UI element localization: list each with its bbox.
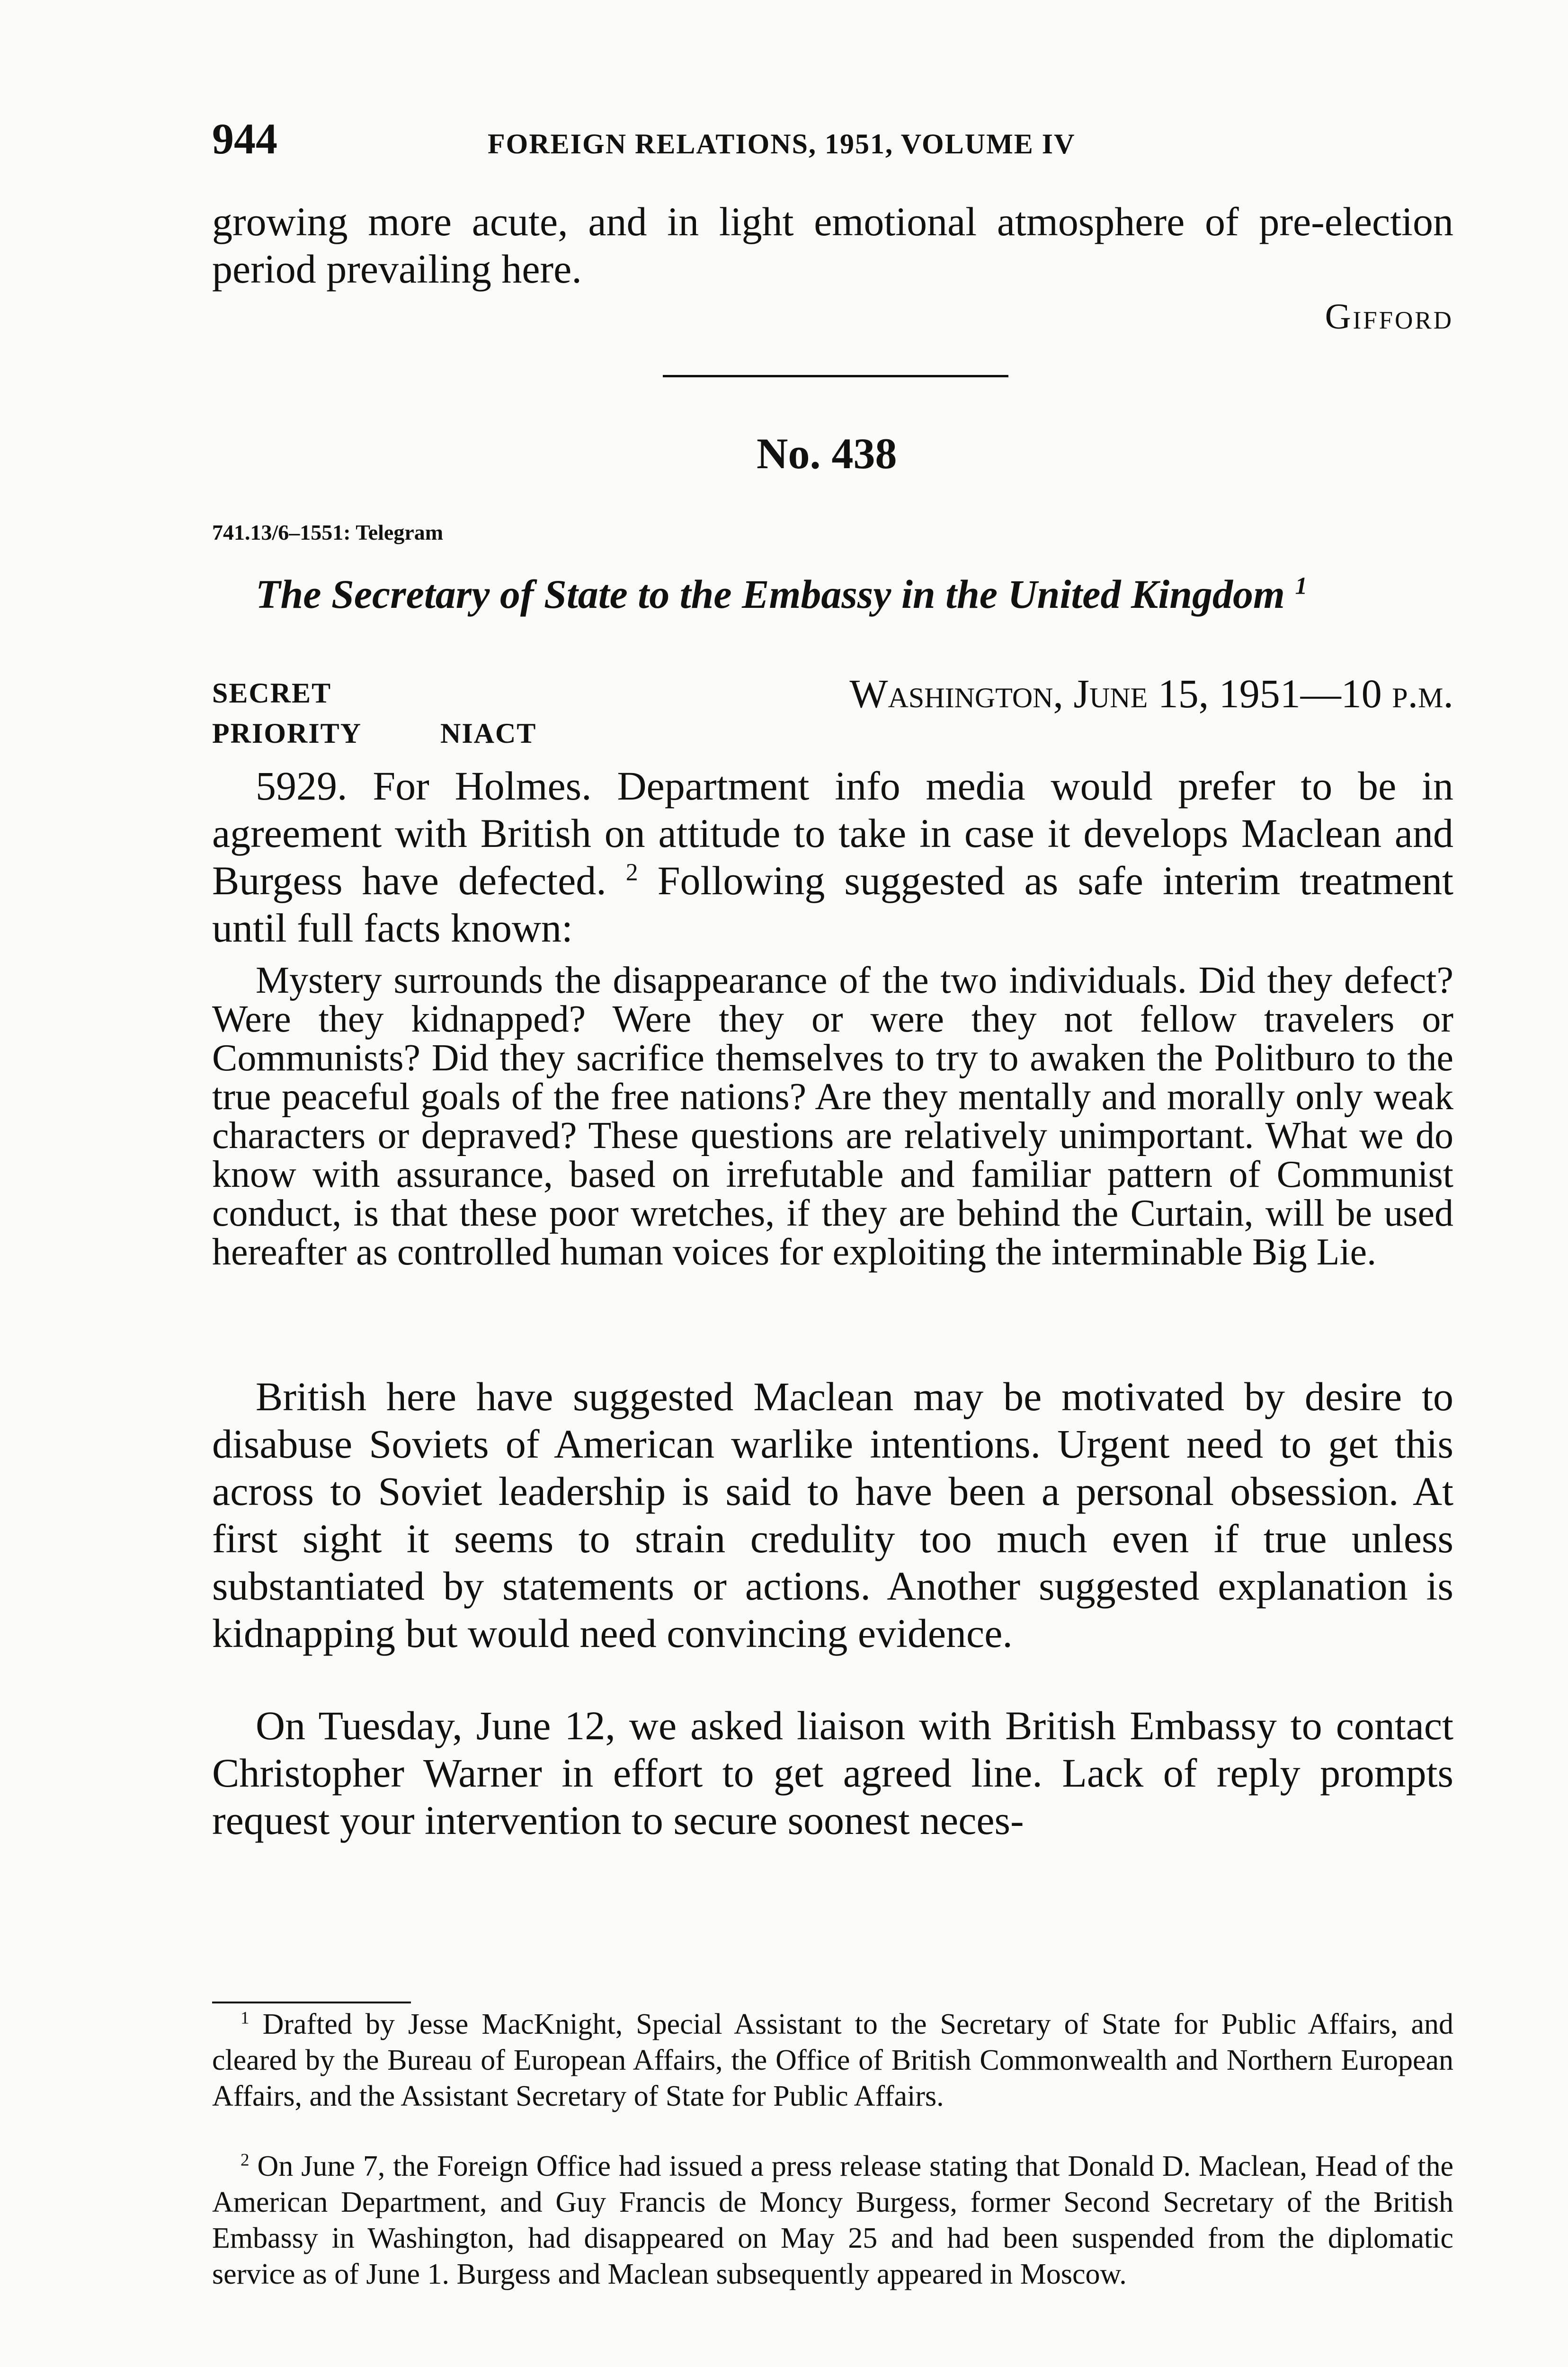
- document-heading: [256, 570, 1307, 618]
- message-paragraph-3: On Tuesday, June 12, we asked liaison with British Embassy to contact Christopher Warner in effort to get agreed line. Lack of reply prompts request your intervention to secure soonest neces-: [212, 1703, 1453, 1843]
- paragraph-1-part-1: 5929. For Holmes. Department info media would prefer to be in agreement with British on attitude to take in case it develops Maclean and Burgess have defected.: [212, 763, 1453, 903]
- section-divider: [663, 375, 1008, 377]
- carryover-paragraph: growing more acute, and in light emotional atmosphere of pre-election period prevailing here.: [212, 199, 1453, 292]
- footnote-1-marker: 1: [241, 2008, 249, 2028]
- document-heading-text: The Secretary of State to the Embassy in the United Kingdom: [256, 571, 1285, 617]
- paragraph-1-part-2: Following suggested as safe interim treatment until full facts known:: [212, 858, 1454, 951]
- classification-label: SECRET: [212, 677, 332, 709]
- footnote-2-marker: 2: [241, 2150, 249, 2170]
- footnote-ref-2[interactable]: 2: [625, 859, 638, 886]
- suggested-statement-quote: Mystery surrounds the disappearance of the two individuals. Did they defect? Were they kidnapped? Were they or were they not fellow travelers or Communists? Did they sacrifice themselves to try to awaken the Politburo to the true peaceful goals of the free nations? Are they mentally and morally only weak characters or depraved? These questions are relatively unimportant. What we do know with assurance, based on irrefutable and familiar pattern of Communist conduct, is that these poor wretches, if they are behind the Curtain, will be used hereafter as controlled human voices for exploiting the interminable Big Lie.: [212, 960, 1453, 1273]
- niact-label: NIACT: [440, 718, 537, 749]
- priority-label: PRIORITY: [212, 718, 362, 749]
- dateline: [849, 670, 1453, 717]
- footnote-ref-1[interactable]: 1: [1295, 572, 1308, 600]
- document-number: No. 438: [757, 429, 897, 478]
- footnote-1-text: Drafted by Jesse MacKnight, Special Assistant to the Secretary of State for Public Affairs, and cleared by the Bureau of European Affairs, the Office of British Commonwealth and Northern European Affairs, and the Assistant Secretary of State for Public Affairs.: [212, 2008, 1454, 2112]
- message-paragraph-1: [212, 762, 1453, 952]
- file-reference: 741.13/6–1551: Telegram: [212, 520, 444, 544]
- running-title: FOREIGN RELATIONS, 1951, VOLUME IV: [488, 128, 1076, 160]
- footnote-2-text: On June 7, the Foreign Office had issued a press release stating that Donald D. Maclean, Head of the American Department, and Guy Francis de Moncy Burgess, former Second Secretary of the British Embassy in Washington, had disappeared on May 25 and had been suspended from the diplomatic service as of June 1. Burgess and Maclean subsequently appeared in Moscow.: [212, 2150, 1454, 2290]
- message-paragraph-2: British here have suggested Maclean may be motivated by desire to disabuse Soviets of American warlike intentions. Urgent need to get this across to Soviet leadership is said to have been a personal obsession. At first sight it seems to strain credulity too much even if true unless substantiated by statements or actions. Another suggested explanation is kidnapping but would need convincing evidence.: [212, 1374, 1453, 1656]
- footnote-divider: [212, 2002, 411, 2003]
- footnote-1: [212, 2006, 1453, 2114]
- signature-text: Gifford: [1325, 297, 1453, 337]
- page-number: 944: [212, 115, 277, 163]
- footnote-2: [212, 2148, 1453, 2292]
- dateline-text: Washington, June 15, 1951—10 p.m.: [849, 671, 1453, 716]
- signature: [1325, 296, 1453, 338]
